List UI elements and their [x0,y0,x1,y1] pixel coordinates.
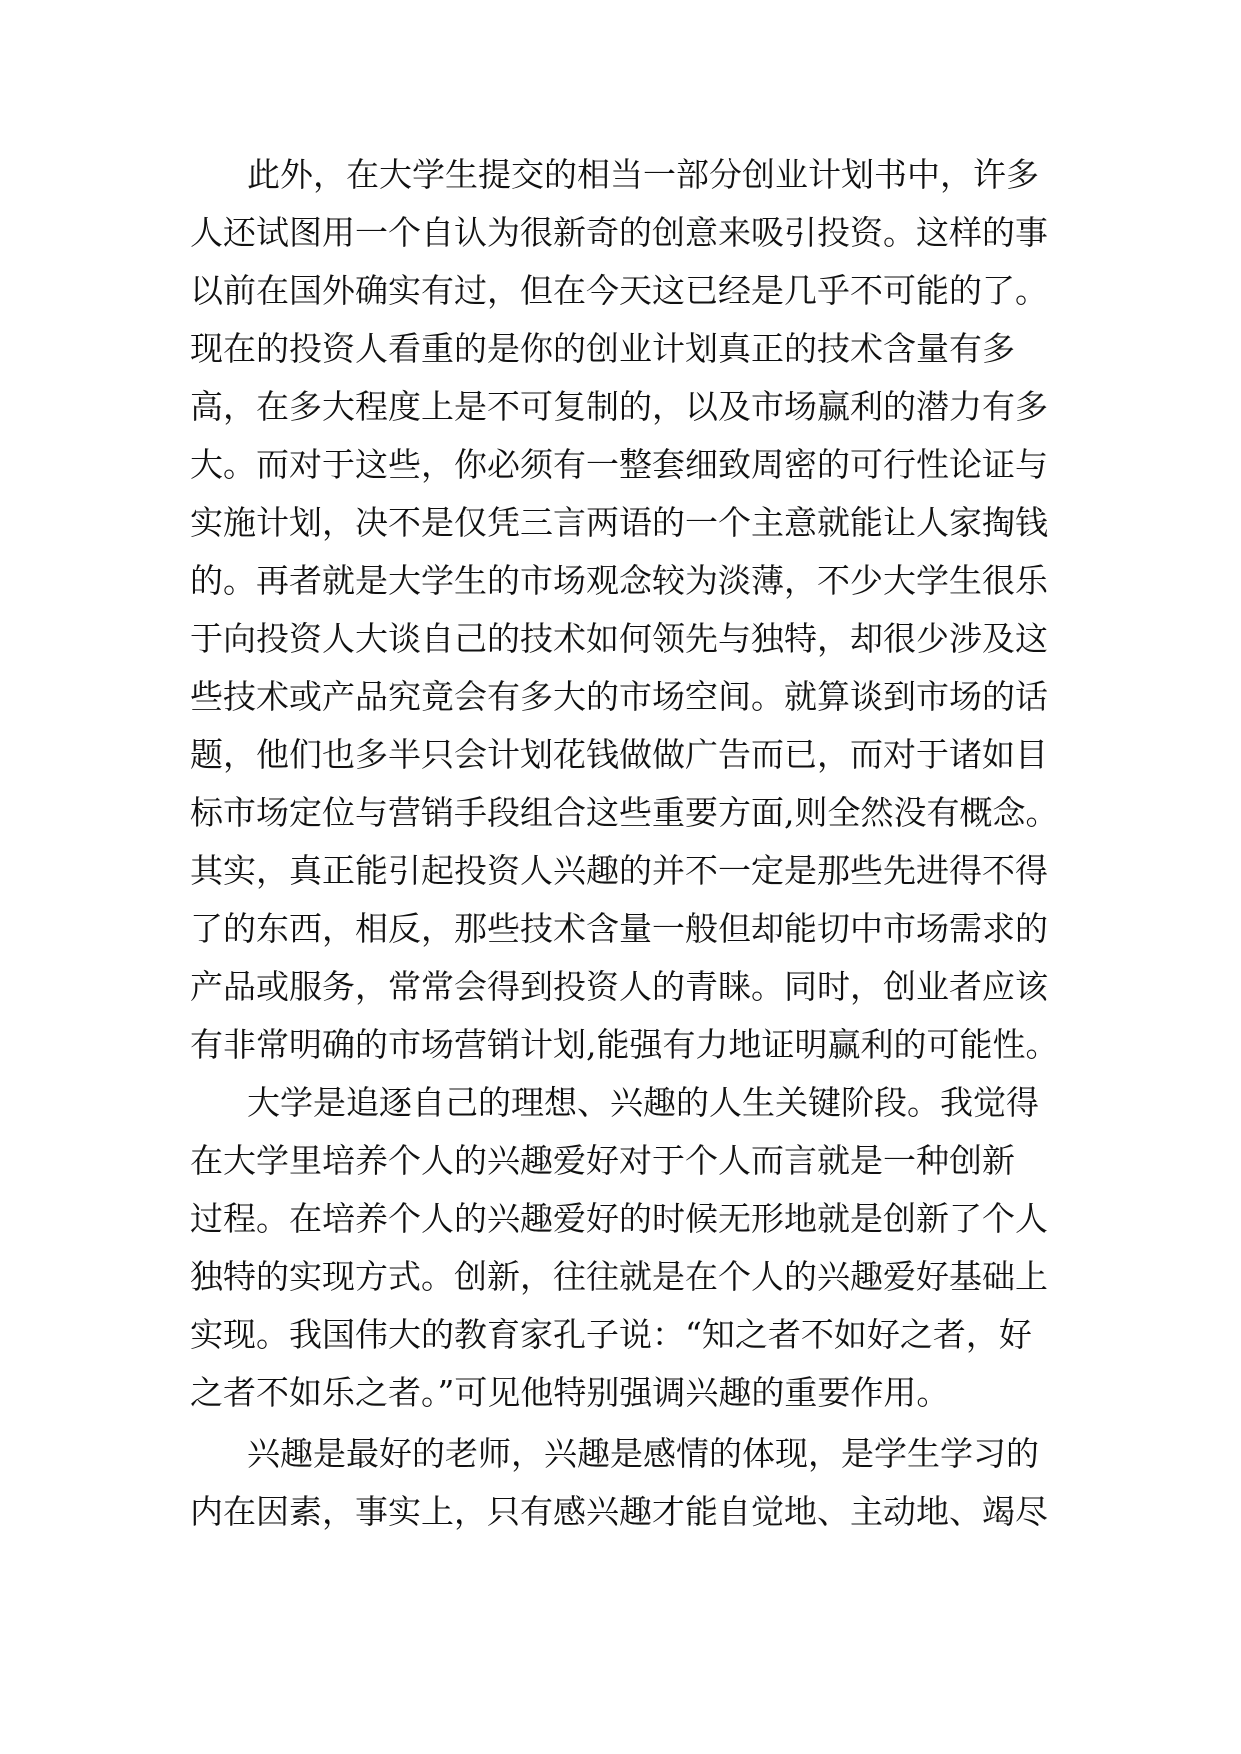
paragraph-1-line-8: 的。再者就是大学生的市场观念较为淡薄，不少大学生很乐 [190,561,1048,600]
paragraph-1-line-2: 人还试图用一个自认为很新奇的创意来吸引投资。这样的事 [190,213,1048,252]
paragraph-1-line-16: 有非常明确的市场营销计划,能强有力地证明赢利的可能性。 [190,1025,1059,1064]
paragraph-2-line-2: 在大学里培养个人的兴趣爱好对于个人而言就是一种创新 [190,1141,1015,1180]
paragraph-1-line-15: 产品或服务，常常会得到投资人的青睐。同时，创业者应该 [190,967,1048,1006]
paragraph-2-line-5: 实现。我国伟大的教育家孔子说：“知之者不如好之者，好 [190,1315,1032,1354]
paragraph-3-line-1: 兴趣是最好的老师，兴趣是感情的体现，是学生学习的 [247,1434,1039,1473]
paragraph-1-line-10: 些技术或产品究竟会有多大的市场空间。就算谈到市场的话 [190,677,1048,716]
paragraph-1-line-5: 高，在多大程度上是不可复制的，以及市场赢利的潜力有多 [190,387,1048,426]
paragraph-3-line-2: 内在因素，事实上，只有感兴趣才能自觉地、主动地、竭尽 [190,1492,1048,1531]
paragraph-2-line-3: 过程。在培养个人的兴趣爱好的时候无形地就是创新了个人 [190,1199,1048,1238]
paragraph-1-line-7: 实施计划，决不是仅凭三言两语的一个主意就能让人家掏钱 [190,503,1048,542]
paragraph-2-line-1: 大学是追逐自己的理想、兴趣的人生关键阶段。我觉得 [247,1083,1039,1122]
paragraph-1-line-3: 以前在国外确实有过，但在今天这已经是几乎不可能的了。 [190,271,1048,310]
paragraph-1-line-4: 现在的投资人看重的是你的创业计划真正的技术含量有多 [190,329,1015,368]
paragraph-1-line-13: 其实，真正能引起投资人兴趣的并不一定是那些先进得不得 [190,851,1048,890]
paragraph-1-line-14: 了的东西，相反，那些技术含量一般但却能切中市场需求的 [190,909,1048,948]
paragraph-1-line-1: 此外，在大学生提交的相当一部分创业计划书中，许多 [247,155,1039,194]
paragraph-1-line-11: 题，他们也多半只会计划花钱做做广告而已，而对于诸如目 [190,735,1048,774]
paragraph-1-line-12: 标市场定位与营销手段组合这些重要方面,则全然没有概念。 [190,793,1059,832]
paragraph-1-line-9: 于向投资人大谈自己的技术如何领先与独特，却很少涉及这 [190,619,1048,658]
paragraph-2-line-6: 之者不如乐之者。”可见他特别强调兴趣的重要作用。 [190,1373,950,1412]
paragraph-2-line-4: 独特的实现方式。创新，往往就是在个人的兴趣爱好基础上 [190,1257,1048,1296]
paragraph-1-line-6: 大。而对于这些，你必须有一整套细致周密的可行性论证与 [190,445,1048,484]
